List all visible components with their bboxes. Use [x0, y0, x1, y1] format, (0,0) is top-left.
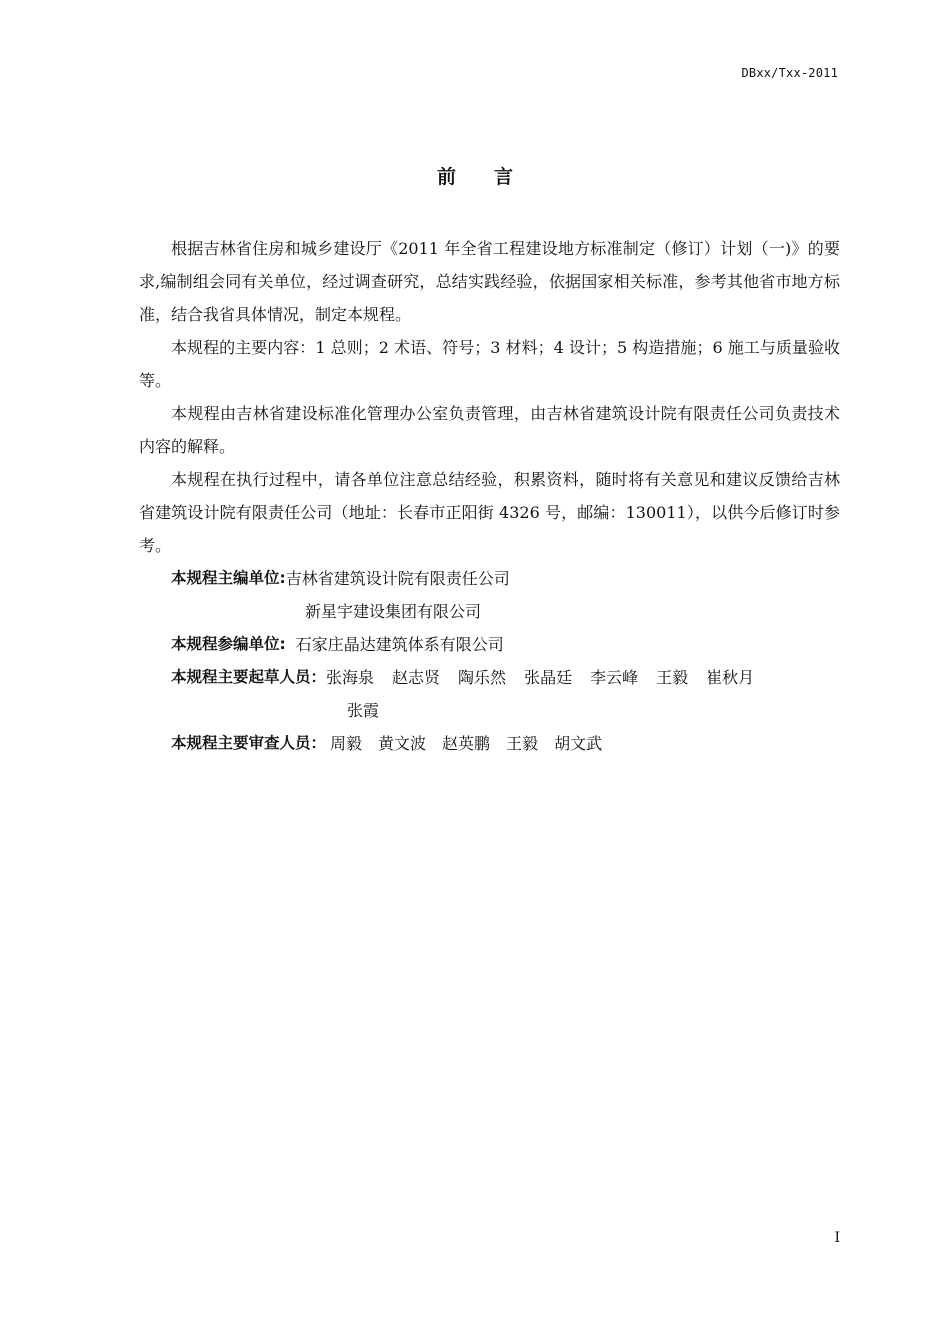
- paragraph-basis: 根据吉林省住房和城乡建设厅《2011 年全省工程建设地方标准制定（修订）计划（一)》的要求,编制组会同有关单位，经过调查研究，总结实践经验，依据国家相关标准，参考其他省市地方标准，结合我省具体情况，制定本规程。: [139, 239, 840, 324]
- paragraph-contents: 本规程的主要内容：1 总则；2 术语、符号；3 材料；4 设计；5 构造措施；6 施工与质量验收等。: [139, 338, 840, 390]
- drafter-name: 崔秋月: [706, 668, 755, 687]
- chief-units-label: 本规程主编单位:: [171, 569, 286, 587]
- reviewers-row: [171, 727, 840, 760]
- drafter-name: 李云峰: [590, 668, 639, 687]
- drafters-list: [326, 661, 781, 694]
- reviewer-name: 黄文波: [378, 734, 427, 753]
- drafters-label: 本规程主要起草人员：: [171, 668, 327, 686]
- reviewer-name: 胡文武: [554, 734, 603, 753]
- drafters-row: [171, 661, 840, 694]
- paragraph-management: 本规程由吉林省建设标准化管理办公室负责管理，由吉林省建筑设计院有限责任公司负责技术内容的解释。: [139, 404, 840, 456]
- page-title: [0, 162, 950, 189]
- chief-units-row: [171, 562, 840, 595]
- drafter-name: 张霞: [347, 701, 380, 720]
- participating-units-label: 本规程参编单位:: [171, 635, 286, 653]
- reviewer-name: 赵英鹏: [442, 734, 491, 753]
- drafter-name: 陶乐然: [458, 668, 507, 687]
- reviewer-name: 周毅: [330, 734, 363, 753]
- reviewers-label: 本规程主要审查人员：: [171, 734, 327, 752]
- drafter-name: 张晶廷: [524, 668, 573, 687]
- participating-units-row: [171, 628, 840, 661]
- title-char-1: 前: [436, 166, 456, 188]
- page-number: I: [834, 1230, 840, 1246]
- chief-unit-1: 吉林省建筑设计院有限责任公司: [285, 569, 510, 588]
- title-char-2: 言: [494, 166, 514, 188]
- drafter-name: 王毅: [656, 668, 689, 687]
- reviewers-list: [330, 727, 785, 760]
- drafter-name: 张海泉: [326, 668, 375, 687]
- document-code: DBxx/Txx-2011: [741, 66, 838, 80]
- reviewer-name: 王毅: [506, 734, 539, 753]
- drafter-name: 赵志贤: [392, 668, 441, 687]
- participating-unit: 石家庄晶达建筑体系有限公司: [295, 635, 504, 654]
- chief-unit-2: 新星宇建设集团有限公司: [305, 602, 482, 621]
- paragraph-feedback: 本规程在执行过程中，请各单位注意总结经验，积累资料，随时将有关意见和建议反馈给吉林省建筑设计院有限责任公司（地址：长春市正阳街 4326 号，邮编：130011），以供今后修订时参考。: [139, 470, 840, 555]
- document-body: [139, 232, 840, 760]
